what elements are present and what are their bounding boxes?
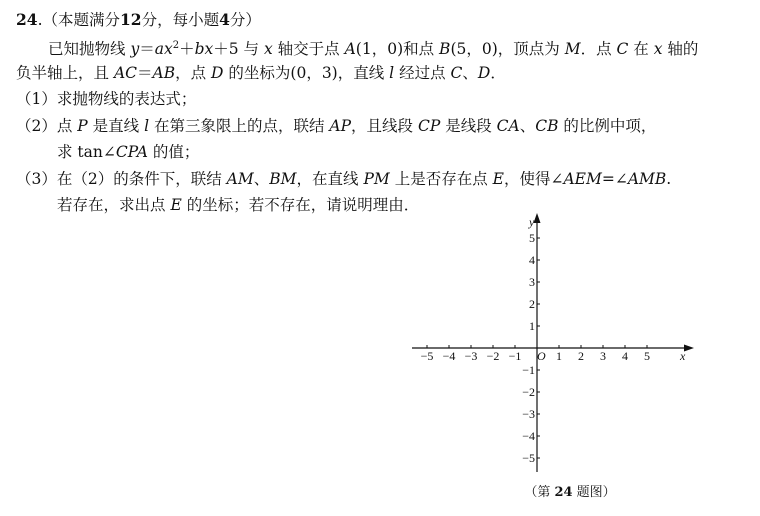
text-run: 上是否存在点 xyxy=(389,170,493,188)
x-tick-label: 1 xyxy=(556,349,562,363)
y-tick-label: −5 xyxy=(522,451,535,465)
text-run: 已知抛物线 xyxy=(48,40,131,58)
text-run: (5，0)，顶点为 xyxy=(450,40,565,58)
text-run: ＋5 与 xyxy=(213,40,264,58)
question-2-line-2 xyxy=(57,142,199,162)
text-run: （2）点 xyxy=(16,117,78,135)
text-run: (1，0)和点 xyxy=(355,40,440,58)
math-var: l xyxy=(389,64,395,82)
text-run: 的坐标为(0，3)，直线 xyxy=(223,64,390,82)
y-tick-label: 3 xyxy=(529,275,535,289)
text-run: 、 xyxy=(462,64,478,82)
y-tick-label: 4 xyxy=(529,253,535,267)
math-var: BM xyxy=(269,170,297,188)
text-run: ＝ xyxy=(137,64,153,82)
text-run: . xyxy=(666,170,672,188)
text-run: 的比例中项， xyxy=(558,117,657,135)
text-run: 轴交于点 xyxy=(272,40,345,58)
math-var: CP xyxy=(417,117,441,135)
origin-label: O xyxy=(537,349,546,363)
math-var: AEM xyxy=(563,170,602,188)
header-text: .（本题满分 xyxy=(37,11,121,29)
text-run: ＋ xyxy=(179,40,195,58)
text-run: 经过点 xyxy=(394,64,451,82)
intro-line-1 xyxy=(48,36,698,59)
x-tick-label: 2 xyxy=(578,349,584,363)
text-run: ，使得∠ xyxy=(503,170,564,188)
math-var: E xyxy=(492,170,504,188)
text-run: ，且线段 xyxy=(351,117,418,135)
y-tick-label: 5 xyxy=(529,231,535,245)
math-var: A xyxy=(344,40,356,58)
problem-header xyxy=(16,10,261,30)
math-var: x xyxy=(653,40,663,58)
x-tick-label: −2 xyxy=(486,349,500,363)
text-run: 是直线 xyxy=(87,117,145,135)
math-var: AP xyxy=(329,117,352,135)
math-var: CPA xyxy=(115,143,148,161)
question-2-line-1 xyxy=(16,116,656,136)
y-tick-label: −3 xyxy=(522,407,535,421)
text-run: 的坐标；若不存在，请说明理由． xyxy=(181,196,420,214)
problem-number: 24 xyxy=(16,10,38,29)
text-run: ，点 xyxy=(175,64,212,82)
math-var: D xyxy=(211,64,224,82)
y-tick-label: −2 xyxy=(522,385,535,399)
math-var: C xyxy=(450,64,463,82)
math-var: AC xyxy=(113,64,137,82)
x-tick-label: 4 xyxy=(622,349,628,363)
x-tick-label: −4 xyxy=(442,349,456,363)
coordinate-axes xyxy=(404,205,704,480)
y-tick-label: 1 xyxy=(529,319,535,333)
text-run: 在第三象限上的点，联结 xyxy=(149,117,330,135)
math-var: AM xyxy=(226,170,254,188)
y-axis-arrow xyxy=(534,213,541,223)
text-run: （3）在（2）的条件下，联结 xyxy=(16,170,227,188)
x-tick-label: 3 xyxy=(600,349,606,363)
math-var: M xyxy=(564,40,581,58)
text-run: ． xyxy=(490,64,506,82)
text-run: 、 xyxy=(253,170,270,188)
math-var: PM xyxy=(363,170,390,188)
header-end: 分） xyxy=(229,11,261,29)
math-var: l xyxy=(144,117,150,135)
superscript: 2 xyxy=(172,40,180,51)
text-run: 若存在，求出点 xyxy=(57,196,171,214)
math-var: y xyxy=(130,40,140,58)
math-var: D xyxy=(477,64,491,82)
y-tick-label: −1 xyxy=(522,363,535,377)
math-var: ax xyxy=(154,40,173,58)
full-score: 12 xyxy=(120,10,142,29)
question-3-line-2 xyxy=(57,195,419,215)
question-3-line-1 xyxy=(16,169,671,189)
text-run: =∠ xyxy=(601,170,628,188)
x-tick-label: 5 xyxy=(644,349,650,363)
y-tick-label: 2 xyxy=(529,297,535,311)
header-mid: 分，每小题 xyxy=(141,11,220,29)
figure-caption xyxy=(520,484,620,502)
x-tick-label: −1 xyxy=(508,349,522,363)
caption-text: 题图） xyxy=(572,485,616,500)
text-run: 的值； xyxy=(147,143,200,161)
math-var: P xyxy=(77,117,88,135)
y-axis-label: y xyxy=(529,215,535,229)
caption-number: 24 xyxy=(554,485,573,500)
caption-text: （第 xyxy=(524,485,555,500)
x-axis-arrow xyxy=(684,345,694,352)
y-tick-label: −4 xyxy=(522,429,535,443)
math-var: E xyxy=(170,196,182,214)
math-var: CA xyxy=(496,117,520,135)
text-run: 在 xyxy=(628,40,654,58)
question-1: （1）求抛物线的表达式； xyxy=(16,90,197,108)
math-var: bx xyxy=(194,40,214,58)
math-var: B xyxy=(439,40,451,58)
math-var: C xyxy=(616,40,629,58)
each-score: 4 xyxy=(219,10,230,29)
text-run: 、 xyxy=(519,117,536,135)
x-tick-label: −3 xyxy=(464,349,478,363)
text-run: 求 tan∠ xyxy=(57,143,116,161)
math-var: CB xyxy=(535,117,559,135)
text-run: 负半轴上，且 xyxy=(16,64,114,82)
intro-line-2 xyxy=(16,63,506,83)
x-axis-label: x xyxy=(680,349,686,363)
math-var: x xyxy=(263,40,273,58)
text-run: ，在直线 xyxy=(296,170,364,188)
text-run: 轴的 xyxy=(662,40,699,58)
x-tick-label: −5 xyxy=(420,349,434,363)
text-run: ．点 xyxy=(580,40,617,58)
math-var: AMB xyxy=(627,170,667,188)
text-run: ＝ xyxy=(139,40,155,58)
math-var: AB xyxy=(152,64,176,82)
text-run: 是线段 xyxy=(440,117,497,135)
